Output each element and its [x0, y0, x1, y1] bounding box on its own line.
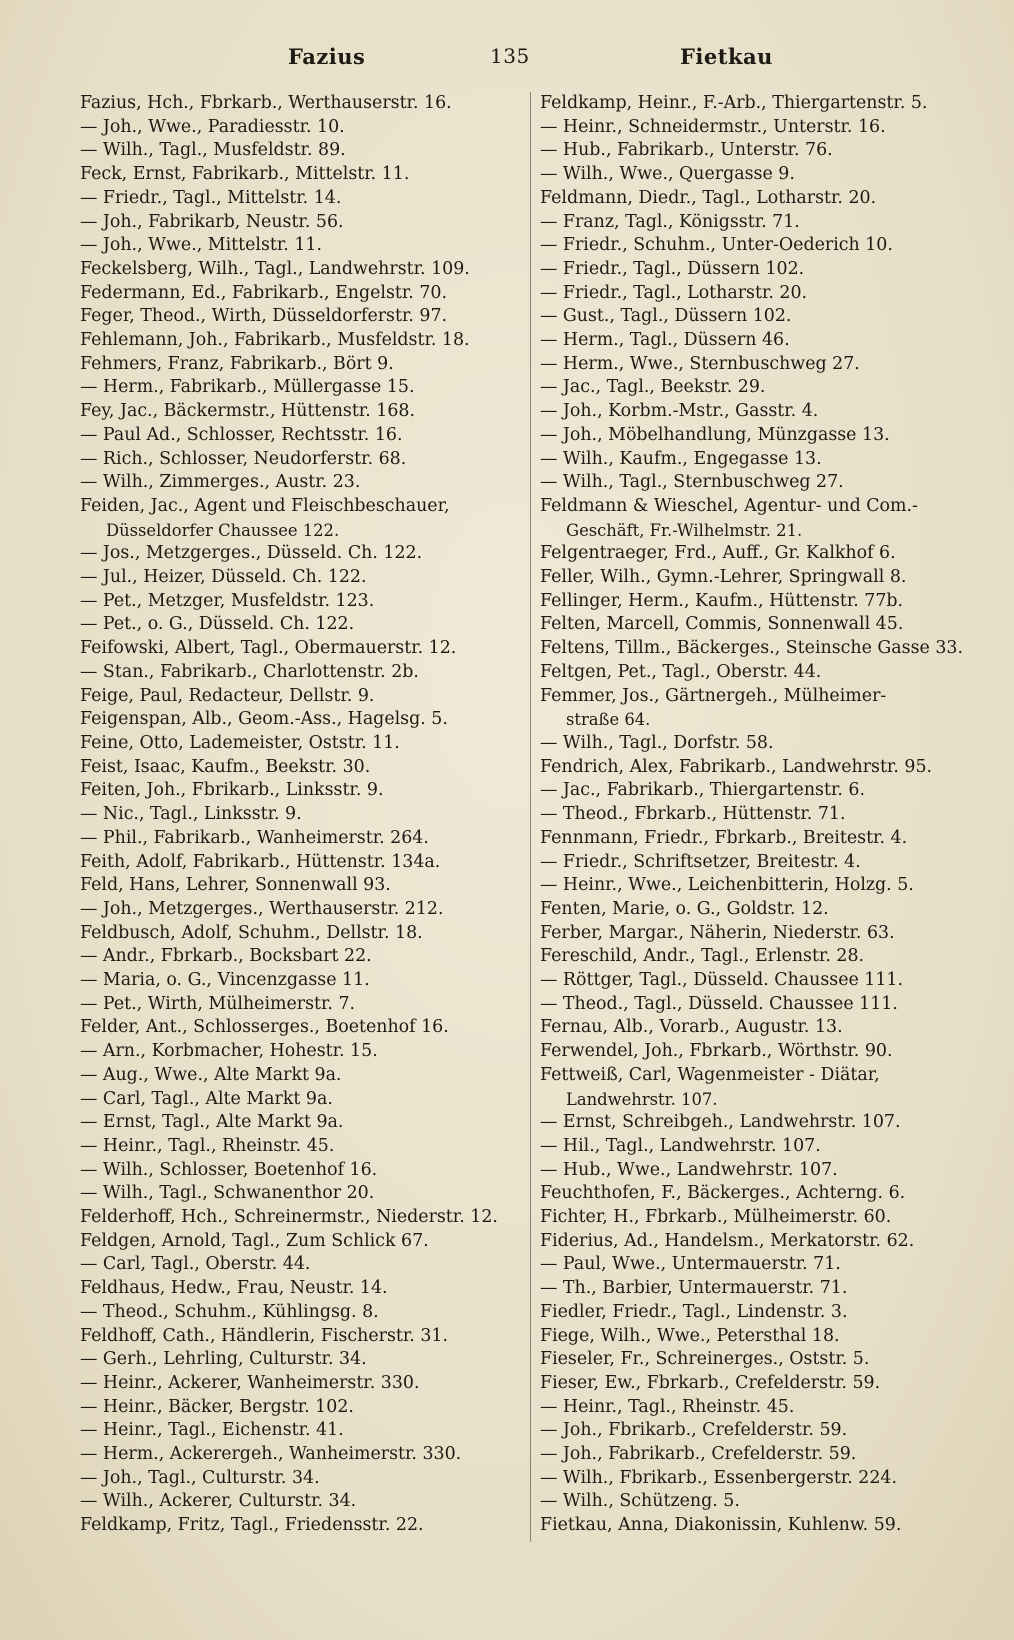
directory-entry: — Pet., o. G., Düsseld. Ch. 122. [80, 614, 355, 635]
header-first-entry: Fazius [288, 44, 366, 69]
page-header [0, 44, 1014, 80]
directory-entry: Feldmann & Wieschel, Agentur- und Com.- [540, 495, 918, 516]
header-last-entry: Fietkau [680, 44, 773, 69]
directory-entry: — Carl, Tagl., Alte Markt 9a. [80, 1088, 333, 1109]
directory-entry: Feld, Hans, Lehrer, Sonnenwall 93. [80, 875, 391, 896]
directory-entry: Fettweiß, Carl, Wagenmeister - Diätar, [540, 1064, 880, 1085]
directory-entry: — Theod., Tagl., Düsseld. Chaussee 111. [540, 993, 898, 1014]
column-divider [530, 92, 531, 1542]
directory-entry: — Wilh., Fbrikarb., Essenbergerstr. 224. [540, 1467, 898, 1488]
directory-entry: — Jac., Fabrikarb., Thiergartenstr. 6. [540, 780, 866, 801]
directory-entry: — Wilh., Tagl., Musfeldstr. 89. [80, 140, 346, 161]
directory-entry: Feige, Paul, Redacteur, Dellstr. 9. [80, 685, 375, 706]
directory-entry: Feltgen, Pet., Tagl., Oberstr. 44. [540, 661, 822, 682]
page-number: 135 [490, 44, 530, 68]
directory-entry: Feldhaus, Hedw., Frau, Neustr. 14. [80, 1278, 388, 1299]
directory-entry: Fenten, Marie, o. G., Goldstr. 12. [540, 898, 829, 919]
directory-entry: Fehmers, Franz, Fabrikarb., Bört 9. [80, 353, 394, 374]
directory-entry: Fieser, Ew., Fbrkarb., Crefelderstr. 59. [540, 1372, 881, 1393]
directory-entry: — Jac., Tagl., Beekstr. 29. [540, 377, 766, 398]
directory-entry: Feiten, Joh., Fbrikarb., Linksstr. 9. [80, 780, 384, 801]
directory-entry: — Hub., Fabrikarb., Unterstr. 76. [540, 140, 833, 161]
directory-entry: — Jul., Heizer, Düsseld. Ch. 122. [80, 567, 367, 588]
directory-entry: Feldmann, Diedr., Tagl., Lotharstr. 20. [540, 187, 877, 208]
directory-entry: — Wilh., Tagl., Schwanenthor 20. [80, 1183, 375, 1204]
directory-entry: — Hil., Tagl., Landwehrstr. 107. [540, 1135, 821, 1156]
directory-entry: — Heinr., Tagl., Rheinstr. 45. [540, 1396, 795, 1417]
directory-entry: Fiedler, Friedr., Tagl., Lindenstr. 3. [540, 1301, 848, 1322]
directory-entry: — Wilh., Wwe., Quergasse 9. [540, 164, 795, 185]
directory-entry: Feckelsberg, Wilh., Tagl., Landwehrstr. 109. [80, 258, 470, 279]
directory-entry: Feigenspan, Alb., Geom.-Ass., Hagelsg. 5. [80, 709, 448, 730]
directory-entry: Femmer, Jos., Gärtnergeh., Mülheimer- [540, 685, 887, 706]
directory-entry: Feldkamp, Fritz, Tagl., Friedensstr. 22. [80, 1515, 424, 1536]
directory-entry: — Wilh., Zimmerges., Austr. 23. [80, 472, 361, 493]
directory-entry-continuation: Düsseldorfer Chaussee 122. [106, 520, 340, 540]
directory-entry: — Hub., Wwe., Landwehrstr. 107. [540, 1159, 838, 1180]
directory-entry: — Joh., Fbrikarb., Crefelderstr. 59. [540, 1420, 848, 1441]
directory-entry: Feist, Isaac, Kaufm., Beekstr. 30. [80, 756, 371, 777]
directory-entry: — Heinr., Ackerer, Wanheimerstr. 330. [80, 1372, 420, 1393]
directory-entry: Fennmann, Friedr., Fbrkarb., Breitestr. 4. [540, 827, 908, 848]
directory-entry: — Röttger, Tagl., Düsseld. Chaussee 111. [540, 970, 904, 991]
directory-entry: Felgentraeger, Frd., Auff., Gr. Kalkhof 6. [540, 543, 896, 564]
directory-entry: Fiderius, Ad., Handelsm., Merkatorstr. 62. [540, 1230, 915, 1251]
directory-entry-continuation: Landwehrstr. 107. [566, 1089, 718, 1109]
directory-entry: — Joh., Möbelhandlung, Münzgasse 13. [540, 424, 890, 445]
directory-entry: — Joh., Tagl., Culturstr. 34. [80, 1467, 320, 1488]
directory-entry: Fey, Jac., Bäckermstr., Hüttenstr. 168. [80, 401, 415, 422]
directory-entry: — Friedr., Tagl., Lotharstr. 20. [540, 282, 808, 303]
directory-entry: — Joh., Fabrikarb., Crefelderstr. 59. [540, 1444, 857, 1465]
directory-entry: Feine, Otto, Lademeister, Oststr. 11. [80, 732, 400, 753]
right-column [540, 92, 980, 1538]
directory-entry: — Franz, Tagl., Königsstr. 71. [540, 211, 800, 232]
directory-entry: — Theod., Fbrkarb., Hüttenstr. 71. [540, 804, 846, 825]
directory-entry: — Gust., Tagl., Düssern 102. [540, 306, 792, 327]
directory-entry: — Joh., Korbm.-Mstr., Gasstr. 4. [540, 401, 819, 422]
directory-entry: Feldhoff, Cath., Händlerin, Fischerstr. 31. [80, 1325, 448, 1346]
directory-entry: — Arn., Korbmacher, Hohestr. 15. [80, 1041, 378, 1062]
left-column [80, 92, 510, 1538]
directory-entry: — Wilh., Schützeng. 5. [540, 1491, 740, 1512]
directory-entry: — Ernst, Schreibgeh., Landwehrstr. 107. [540, 1112, 901, 1133]
directory-entry: — Carl, Tagl., Oberstr. 44. [80, 1254, 311, 1275]
directory-entry: Fendrich, Alex, Fabrikarb., Landwehrstr. 95. [540, 756, 933, 777]
directory-entry: Feltens, Tillm., Bäckerges., Steinsche Gasse 33. [540, 638, 963, 659]
directory-entry: — Herm., Fabrikarb., Müllergasse 15. [80, 377, 415, 398]
directory-entry: — Friedr., Schriftsetzer, Breitestr. 4. [540, 851, 861, 872]
directory-entry: Felder, Ant., Schlosserges., Boetenhof 16. [80, 1017, 449, 1038]
directory-entry: Federmann, Ed., Fabrikarb., Engelstr. 70. [80, 282, 447, 303]
directory-entry: — Joh., Fabrikarb, Neustr. 56. [80, 211, 344, 232]
directory-entry: — Heinr., Tagl., Rheinstr. 45. [80, 1135, 335, 1156]
directory-entry: — Andr., Fbrkarb., Bocksbart 22. [80, 946, 372, 967]
directory-entry: Feller, Wilh., Gymn.-Lehrer, Springwall 8. [540, 567, 907, 588]
directory-entry-continuation: straße 64. [566, 710, 651, 730]
directory-entry: Feck, Ernst, Fabrikarb., Mittelstr. 11. [80, 164, 410, 185]
directory-entry: — Heinr., Tagl., Eichenstr. 41. [80, 1420, 344, 1441]
directory-entry: Feldbusch, Adolf, Schuhm., Dellstr. 18. [80, 922, 423, 943]
directory-entry: — Rich., Schlosser, Neudorferstr. 68. [80, 448, 407, 469]
directory-entry: Ferwendel, Joh., Fbrkarb., Wörthstr. 90. [540, 1041, 893, 1062]
directory-entry: — Phil., Fabrikarb., Wanheimerstr. 264. [80, 827, 429, 848]
directory-entry: Fieseler, Fr., Schreinerges., Oststr. 5. [540, 1349, 870, 1370]
directory-entry: Feldkamp, Heinr., F.-Arb., Thiergartenstr. 5. [540, 93, 928, 113]
directory-entry: — Heinr., Wwe., Leichenbitterin, Holzg. 5. [540, 875, 914, 896]
directory-entry: — Joh., Wwe., Paradiesstr. 10. [80, 116, 345, 137]
directory-entry: — Friedr., Schuhm., Unter-Oederich 10. [540, 235, 893, 256]
directory-entry: — Herm., Wwe., Sternbuschweg 27. [540, 353, 860, 374]
directory-entry: — Th., Barbier, Untermauerstr. 71. [540, 1278, 848, 1299]
directory-entry: Fiege, Wilh., Wwe., Petersthal 18. [540, 1325, 840, 1346]
directory-entry: — Ernst, Tagl., Alte Markt 9a. [80, 1112, 344, 1133]
directory-entry: Fehlemann, Joh., Fabrikarb., Musfeldstr. 18. [80, 330, 470, 351]
directory-entry: Feuchthofen, F., Bäckerges., Achterng. 6. [540, 1183, 906, 1204]
directory-entry: Felderhoff, Hch., Schreinermstr., Niederstr. 12. [80, 1207, 498, 1228]
directory-entry: — Wilh., Tagl., Dorfstr. 58. [540, 732, 774, 753]
directory-entry: Fazius, Hch., Fbrkarb., Werthauserstr. 16. [80, 93, 452, 113]
directory-entry: — Wilh., Schlosser, Boetenhof 16. [80, 1159, 378, 1180]
directory-entry: — Jos., Metzgerges., Düsseld. Ch. 122. [80, 543, 423, 564]
directory-entry: — Paul, Wwe., Untermauerstr. 71. [540, 1254, 841, 1275]
directory-entry: Fereschild, Andr., Tagl., Erlenstr. 28. [540, 946, 865, 967]
directory-entry: — Gerh., Lehrling, Culturstr. 34. [80, 1349, 367, 1370]
directory-entry: — Theod., Schuhm., Kühlingsg. 8. [80, 1301, 379, 1322]
directory-entry: — Joh., Metzgerges., Werthauserstr. 212. [80, 898, 444, 919]
directory-entry: — Wilh., Tagl., Sternbuschweg 27. [540, 472, 844, 493]
directory-entry: — Paul Ad., Schlosser, Rechtsstr. 16. [80, 424, 403, 445]
directory-entry: — Friedr., Tagl., Mittelstr. 14. [80, 187, 342, 208]
directory-entry: Felten, Marcell, Commis, Sonnenwall 45. [540, 614, 904, 635]
directory-entry: Feldgen, Arnold, Tagl., Zum Schlick 67. [80, 1230, 429, 1251]
directory-entry: — Wilh., Kaufm., Engegasse 13. [540, 448, 822, 469]
directory-entry: — Joh., Wwe., Mittelstr. 11. [80, 235, 323, 256]
directory-entry: Feiden, Jac., Agent und Fleischbeschauer, [80, 495, 450, 516]
directory-entry: Fichter, H., Fbrkarb., Mülheimerstr. 60. [540, 1207, 892, 1228]
directory-entry: Fellinger, Herm., Kaufm., Hüttenstr. 77b. [540, 590, 904, 611]
directory-entry: — Stan., Fabrikarb., Charlottenstr. 2b. [80, 661, 419, 682]
directory-entry: Feifowski, Albert, Tagl., Obermauerstr. 12. [80, 638, 457, 659]
directory-entry: Fernau, Alb., Vorarb., Augustr. 13. [540, 1017, 843, 1038]
directory-entry: — Heinr., Schneidermstr., Unterstr. 16. [540, 116, 886, 137]
directory-entry: Feger, Theod., Wirth, Düsseldorferstr. 97. [80, 306, 448, 327]
directory-entry: — Maria, o. G., Vincenzgasse 11. [80, 970, 370, 991]
directory-entry: Feith, Adolf, Fabrikarb., Hüttenstr. 134a. [80, 851, 441, 872]
directory-entry: Fietkau, Anna, Diakonissin, Kuhlenw. 59. [540, 1515, 902, 1536]
directory-entry: — Wilh., Ackerer, Culturstr. 34. [80, 1491, 357, 1512]
directory-entry: — Nic., Tagl., Linksstr. 9. [80, 804, 302, 825]
directory-entry: — Friedr., Tagl., Düssern 102. [540, 258, 805, 279]
directory-entry: Ferber, Margar., Näherin, Niederstr. 63. [540, 922, 895, 943]
directory-entry: — Herm., Tagl., Düssern 46. [540, 330, 790, 351]
directory-entry-continuation: Geschäft, Fr.-Wilhelmstr. 21. [566, 520, 803, 540]
directory-entry: — Aug., Wwe., Alte Markt 9a. [80, 1064, 342, 1085]
directory-entry: — Pet., Wirth, Mülheimerstr. 7. [80, 993, 356, 1014]
directory-entry: — Heinr., Bäcker, Bergstr. 102. [80, 1396, 354, 1417]
directory-entry: — Pet., Metzger, Musfeldstr. 123. [80, 590, 375, 611]
directory-entry: — Herm., Ackerergeh., Wanheimerstr. 330. [80, 1444, 462, 1465]
